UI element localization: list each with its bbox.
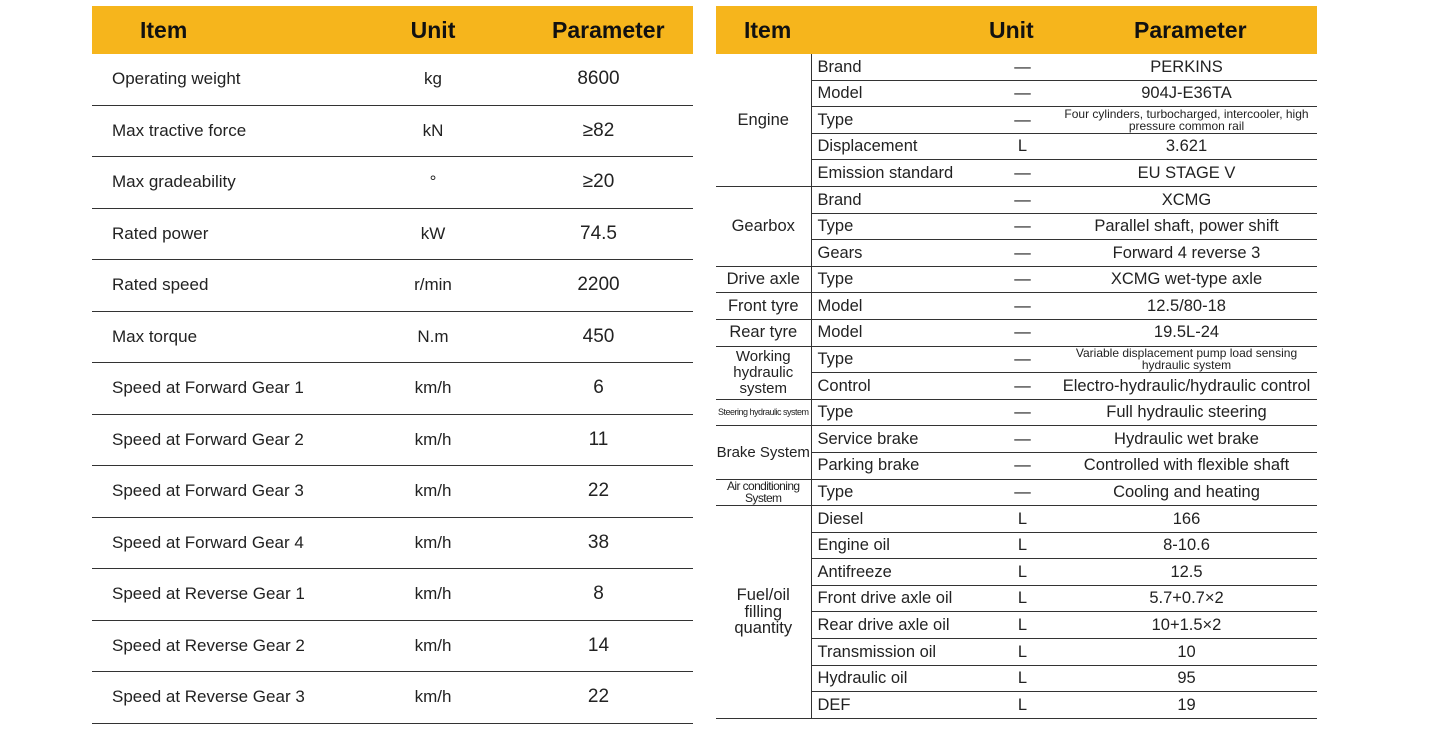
row-item: Type [811, 107, 989, 134]
row-parameter: XCMG wet-type axle [1056, 266, 1317, 293]
row-unit: kg [362, 54, 504, 105]
table-row [716, 186, 1317, 213]
row-unit: L [989, 692, 1056, 719]
row-unit: km/h [362, 672, 504, 724]
row-item: Type [811, 479, 989, 506]
row-item: Max torque [92, 311, 362, 363]
row-parameter: 450 [504, 311, 693, 363]
row-unit: r/min [362, 260, 504, 312]
table-row [92, 311, 693, 363]
table-row [92, 517, 693, 569]
group-name: Rear tyre [716, 319, 811, 346]
row-parameter: Forward 4 reverse 3 [1056, 240, 1317, 267]
row-unit: km/h [362, 569, 504, 621]
table-row [716, 293, 1317, 320]
group-name: Steering hydraulic system [716, 399, 811, 426]
row-parameter: 5.7+0.7×2 [1056, 585, 1317, 612]
group-name: Working hydraulic system [716, 346, 811, 399]
table-row [92, 620, 693, 672]
right-header-item: Item [716, 6, 811, 54]
row-parameter: 8-10.6 [1056, 532, 1317, 559]
row-parameter: 10 [1056, 639, 1317, 666]
row-item: Model [811, 319, 989, 346]
row-unit: — [989, 293, 1056, 320]
row-unit: — [989, 452, 1056, 479]
row-item: Diesel [811, 506, 989, 533]
row-item: Type [811, 399, 989, 426]
row-parameter: 22 [504, 672, 693, 724]
row-item: Speed at Forward Gear 4 [92, 517, 362, 569]
row-unit: L [989, 665, 1056, 692]
row-item: Brand [811, 186, 989, 213]
table-row [92, 157, 693, 209]
row-item: Type [811, 346, 989, 373]
row-unit: — [989, 80, 1056, 107]
left-table-body [92, 54, 693, 723]
table-row [92, 208, 693, 260]
row-parameter: 8600 [504, 54, 693, 105]
row-parameter: EU STAGE V [1056, 160, 1317, 187]
row-item: Parking brake [811, 452, 989, 479]
row-item: Engine oil [811, 532, 989, 559]
table-row [716, 426, 1317, 453]
row-item: Model [811, 293, 989, 320]
right-header-unit: Unit [989, 6, 1056, 54]
row-parameter: Variable displacement pump load sensing hydraulic system [1056, 346, 1317, 373]
row-parameter: PERKINS [1056, 54, 1317, 80]
row-parameter: 95 [1056, 665, 1317, 692]
row-unit: km/h [362, 363, 504, 415]
row-item: Antifreeze [811, 559, 989, 586]
table-row [716, 479, 1317, 506]
table-row [92, 672, 693, 724]
table-row [92, 260, 693, 312]
left-header-unit: Unit [362, 6, 504, 54]
group-name: Drive axle [716, 266, 811, 293]
row-unit: km/h [362, 466, 504, 518]
table-row [716, 346, 1317, 373]
left-spec-table [92, 6, 693, 724]
row-unit: — [989, 240, 1056, 267]
row-item: Control [811, 373, 989, 400]
row-parameter: XCMG [1056, 186, 1317, 213]
row-unit: — [989, 479, 1056, 506]
row-unit: — [989, 399, 1056, 426]
row-parameter: Hydraulic wet brake [1056, 426, 1317, 453]
row-unit: — [989, 319, 1056, 346]
row-parameter: 2200 [504, 260, 693, 312]
row-unit: — [989, 373, 1056, 400]
row-unit: — [989, 54, 1056, 80]
row-item: DEF [811, 692, 989, 719]
right-header-spacer [811, 6, 989, 54]
group-name: Fuel/oil filling quantity [716, 506, 811, 719]
row-item: Max tractive force [92, 105, 362, 157]
row-item: Speed at Reverse Gear 1 [92, 569, 362, 621]
right-header-row [716, 6, 1317, 54]
row-unit: L [989, 506, 1056, 533]
row-item: Rated speed [92, 260, 362, 312]
table-row [92, 105, 693, 157]
row-parameter: 22 [504, 466, 693, 518]
row-unit: N.m [362, 311, 504, 363]
table-row [92, 466, 693, 518]
row-item: Type [811, 213, 989, 240]
row-unit: — [989, 160, 1056, 187]
group-name: Front tyre [716, 293, 811, 320]
right-header-parameter: Parameter [1056, 6, 1317, 54]
left-header-parameter: Parameter [504, 6, 693, 54]
left-header-row [92, 6, 693, 54]
right-spec-table [716, 6, 1317, 719]
row-item: Speed at Forward Gear 1 [92, 363, 362, 415]
row-item: Hydraulic oil [811, 665, 989, 692]
row-unit: L [989, 585, 1056, 612]
row-unit: — [989, 346, 1056, 373]
row-parameter: 19 [1056, 692, 1317, 719]
row-parameter: 19.5L-24 [1056, 319, 1317, 346]
row-item: Front drive axle oil [811, 585, 989, 612]
row-unit: kW [362, 208, 504, 260]
row-item: Rated power [92, 208, 362, 260]
row-parameter: 10+1.5×2 [1056, 612, 1317, 639]
row-parameter: 166 [1056, 506, 1317, 533]
table-row [716, 399, 1317, 426]
row-item: Speed at Reverse Gear 3 [92, 672, 362, 724]
row-parameter: 8 [504, 569, 693, 621]
row-parameter: 12.5 [1056, 559, 1317, 586]
row-item: Service brake [811, 426, 989, 453]
table-row [92, 363, 693, 415]
table-row [92, 569, 693, 621]
row-item: Model [811, 80, 989, 107]
row-parameter: Four cylinders, turbocharged, intercooler, high pressure common rail [1056, 107, 1317, 134]
row-item: Max gradeability [92, 157, 362, 209]
left-header-item: Item [92, 6, 362, 54]
row-parameter: 3.621 [1056, 133, 1317, 160]
table-row [716, 319, 1317, 346]
row-parameter: 12.5/80-18 [1056, 293, 1317, 320]
row-item: Rear drive axle oil [811, 612, 989, 639]
row-item: Emission standard [811, 160, 989, 187]
row-unit: — [989, 266, 1056, 293]
row-item: Gears [811, 240, 989, 267]
table-row [92, 54, 693, 105]
row-unit: L [989, 532, 1056, 559]
row-item: Speed at Reverse Gear 2 [92, 620, 362, 672]
right-table-body [716, 54, 1317, 718]
table-row [716, 266, 1317, 293]
row-unit: km/h [362, 517, 504, 569]
row-parameter: Cooling and heating [1056, 479, 1317, 506]
row-parameter: ≥20 [504, 157, 693, 209]
row-unit: L [989, 639, 1056, 666]
row-unit: km/h [362, 414, 504, 466]
row-parameter: ≥82 [504, 105, 693, 157]
row-unit: — [989, 186, 1056, 213]
row-unit: L [989, 559, 1056, 586]
row-item: Operating weight [92, 54, 362, 105]
row-unit: kN [362, 105, 504, 157]
row-item: Speed at Forward Gear 2 [92, 414, 362, 466]
row-parameter: Controlled with flexible shaft [1056, 452, 1317, 479]
row-item: Type [811, 266, 989, 293]
row-parameter: 11 [504, 414, 693, 466]
row-item: Brand [811, 54, 989, 80]
row-unit: km/h [362, 620, 504, 672]
row-item: Transmission oil [811, 639, 989, 666]
row-unit: L [989, 133, 1056, 160]
table-row [716, 54, 1317, 80]
row-unit: L [989, 612, 1056, 639]
table-row [716, 506, 1317, 533]
group-name: Brake System [716, 426, 811, 479]
row-parameter: 6 [504, 363, 693, 415]
row-unit: — [989, 426, 1056, 453]
row-parameter: 904J-E36TA [1056, 80, 1317, 107]
row-parameter: 74.5 [504, 208, 693, 260]
group-name: Gearbox [716, 186, 811, 266]
row-parameter: Full hydraulic steering [1056, 399, 1317, 426]
row-item: Displacement [811, 133, 989, 160]
row-parameter: 14 [504, 620, 693, 672]
row-parameter: Electro-hydraulic/hydraulic control [1056, 373, 1317, 400]
row-parameter: Parallel shaft, power shift [1056, 213, 1317, 240]
row-unit: ° [362, 157, 504, 209]
group-name: Air conditioning System [716, 479, 811, 506]
row-parameter: 38 [504, 517, 693, 569]
row-unit: — [989, 213, 1056, 240]
row-unit: — [989, 107, 1056, 134]
group-name: Engine [716, 54, 811, 186]
table-row [92, 414, 693, 466]
row-item: Speed at Forward Gear 3 [92, 466, 362, 518]
